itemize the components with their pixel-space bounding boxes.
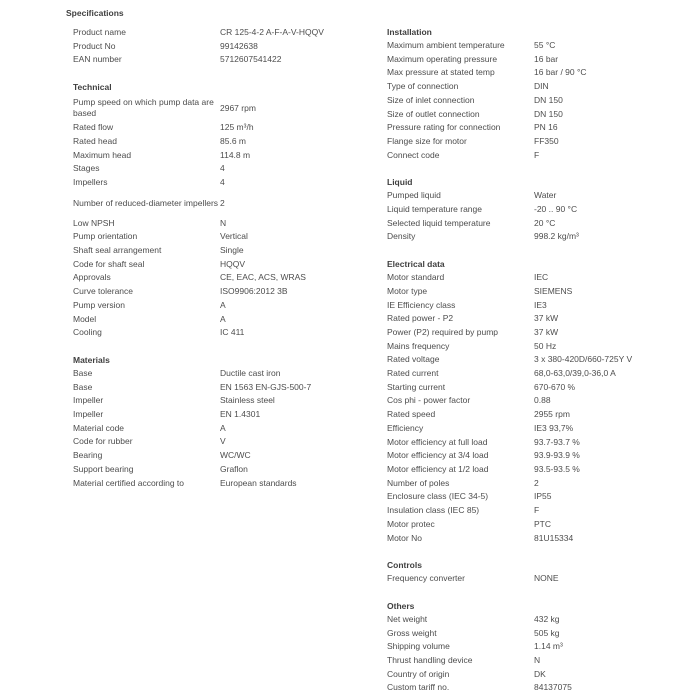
- right-column: [387, 25, 687, 695]
- spec-row-product-no: [73, 40, 313, 54]
- spec-value: 68,0-63,0/39,0-36,0 A: [534, 368, 616, 379]
- spec-value: 4: [220, 163, 225, 174]
- spec-label: Impellers: [73, 176, 108, 187]
- spec-row-motor-efficiency-at-full-load: [387, 436, 687, 450]
- spec-row-shipping-volume: [387, 640, 687, 654]
- spec-row-pressure-rating-for-connection: [387, 121, 687, 135]
- spec-value: 37 kW: [534, 326, 559, 337]
- spec-row-cooling: [73, 326, 313, 340]
- spec-value: Graflon: [220, 463, 248, 474]
- spec-label: Flange size for motor: [387, 135, 467, 146]
- spec-value: PN 16: [534, 122, 558, 133]
- spec-label: Liquid temperature range: [387, 204, 482, 215]
- spec-label: Motor protec: [387, 518, 435, 529]
- spec-row-pumped-liquid: [387, 189, 687, 203]
- spec-value: 55 °C: [534, 40, 556, 50]
- section-gap: [387, 586, 687, 599]
- spec-row-pump-version: [73, 299, 313, 313]
- spec-value-link[interactable]: 81U15334: [534, 532, 574, 543]
- spec-value: 20 °C: [534, 217, 556, 228]
- spec-row-rated-head: [73, 135, 313, 149]
- section-title: Installation: [387, 27, 432, 37]
- spec-label: Efficiency: [387, 422, 424, 433]
- spec-value: IE3: [534, 299, 547, 310]
- section-gap: [73, 340, 313, 353]
- spec-row-stages: [73, 162, 313, 176]
- spec-row-number-of-poles: [387, 477, 687, 491]
- spec-row-custom-tariff-no: [387, 681, 687, 695]
- spec-row-liquid-temperature-range: [387, 203, 687, 217]
- spec-label: Cos phi - power factor: [387, 395, 471, 406]
- spec-value: Ductile cast iron: [220, 367, 281, 378]
- spec-value: 93.7-93.7 %: [534, 436, 580, 447]
- spec-row-net-weight: [387, 613, 687, 627]
- spec-value: HQQV: [220, 258, 246, 269]
- spec-row-base: [73, 367, 313, 381]
- spec-value: 37 kW: [534, 313, 559, 324]
- spec-label: Bearing: [73, 450, 103, 461]
- spec-row-density: [387, 230, 687, 244]
- spec-value: N: [220, 217, 227, 228]
- spec-row-bearing: [73, 449, 313, 463]
- spec-label: Enclosure class (IEC 34-5): [387, 491, 489, 502]
- spec-label: Impeller: [73, 409, 104, 420]
- spec-value: 670-670 %: [534, 381, 576, 392]
- spec-value: DK: [534, 668, 546, 679]
- spec-value: IE3 93,7%: [534, 422, 574, 433]
- spec-row-material-code: [73, 422, 313, 436]
- spec-value: 5712607541422: [220, 54, 282, 65]
- spec-row-product-name: [73, 26, 324, 40]
- spec-value: A: [220, 422, 226, 433]
- spec-row-code-for-shaft-seal: [73, 258, 313, 272]
- spec-value: PTC: [534, 518, 551, 529]
- spec-value: 0.88: [534, 395, 551, 406]
- spec-value: Vertical: [220, 231, 248, 242]
- spec-label: Number of reduced-diameter impellers: [73, 197, 219, 208]
- spec-label: Shaft seal arrangement: [73, 245, 162, 256]
- spec-row-low-npsh: [73, 217, 313, 231]
- spec-value: IP55: [534, 491, 552, 502]
- spec-row-rated-power-p2: [387, 312, 687, 326]
- spec-row-type-of-connection: [387, 80, 687, 94]
- spec-row-insulation-class-iec-85: [387, 504, 687, 518]
- spec-value: EN 1.4301: [220, 409, 261, 420]
- spec-label: Maximum operating pressure: [387, 53, 498, 64]
- section-title: Technical: [73, 82, 112, 93]
- section-others: [387, 599, 687, 695]
- spec-label: Motor standard: [387, 272, 445, 283]
- spec-value: 3 x 380-420D/660-725Y V: [534, 354, 633, 365]
- spec-row-pump-orientation: [73, 230, 313, 244]
- section-gap: [387, 545, 687, 558]
- spec-label: Net weight: [387, 613, 428, 624]
- spec-value: 2955 rpm: [534, 409, 570, 420]
- spec-row-motor-type: [387, 285, 687, 299]
- spec-value: ISO9906:2012 3B: [220, 286, 288, 297]
- spec-row-ie-efficiency-class: [387, 299, 687, 313]
- spec-label: Pump speed on which pump data are based: [73, 97, 214, 118]
- spec-label: Insulation class (IEC 85): [387, 505, 480, 516]
- spec-label: Mains frequency: [387, 340, 450, 351]
- spec-label: Code for shaft seal: [73, 258, 145, 269]
- spec-label: Base: [73, 367, 93, 378]
- spec-row-max-pressure-at-stated-temp: [387, 66, 687, 80]
- spec-label: Frequency converter: [387, 573, 465, 584]
- spec-row-efficiency: [387, 422, 687, 436]
- spec-label: Selected liquid temperature: [387, 217, 491, 228]
- spec-row-maximum-ambient-temperature: [387, 39, 687, 53]
- spec-label: Type of connection: [387, 81, 459, 92]
- spec-label: Model: [73, 313, 97, 324]
- spec-row-thrust-handling-device: [387, 654, 687, 668]
- spec-row-model: [73, 313, 313, 327]
- spec-row-power-p2-required-by-pump: [387, 326, 687, 340]
- spec-row-maximum-head: [73, 149, 313, 163]
- spec-label: Material certified according to: [73, 477, 185, 488]
- spec-row-connect-code: [387, 149, 687, 163]
- spec-label: Starting current: [387, 381, 446, 392]
- spec-label: Rated voltage: [387, 354, 440, 365]
- spec-label: Connect code: [387, 149, 440, 160]
- spec-row-impeller: [73, 408, 313, 422]
- spec-row-impellers: [73, 176, 313, 190]
- spec-value: Stainless steel: [220, 395, 275, 406]
- spec-label: Maximum ambient temperature: [387, 40, 505, 50]
- spec-value: 125 m³/h: [220, 122, 254, 133]
- spec-label: Maximum head: [73, 149, 132, 160]
- spec-row-base: [73, 381, 313, 395]
- spec-label: Approvals: [73, 272, 111, 283]
- spec-value: F: [534, 149, 540, 160]
- spec-row-rated-current: [387, 367, 687, 381]
- spec-label: Rated flow: [73, 122, 114, 133]
- spec-value: IC 411: [220, 327, 245, 338]
- spec-value: 432 kg: [534, 613, 560, 624]
- spec-value: A: [220, 299, 226, 310]
- spec-value: 998.2 kg/m³: [534, 231, 579, 242]
- spec-row-rated-voltage: [387, 353, 687, 367]
- spec-value: IEC: [534, 272, 549, 283]
- spec-label: Support bearing: [73, 463, 134, 474]
- spec-label: Pumped liquid: [387, 190, 441, 201]
- spec-value: -20 .. 90 °C: [534, 204, 578, 215]
- spec-row-country-of-origin: [387, 668, 687, 682]
- section-electrical-data: [387, 257, 687, 545]
- spec-label: Gross weight: [387, 627, 437, 638]
- page-title: Specifications: [66, 8, 124, 18]
- spec-value: 2967 rpm: [220, 102, 256, 113]
- spec-value: 2: [220, 198, 225, 209]
- section-installation: [387, 25, 687, 162]
- spec-value: 1.14 m³: [534, 641, 563, 652]
- spec-value: 16 bar: [534, 53, 559, 64]
- spec-value: European standards: [220, 477, 297, 488]
- spec-value: NONE: [534, 573, 559, 584]
- spec-row-mains-frequency: [387, 340, 687, 354]
- spec-label: EAN number: [73, 54, 122, 65]
- spec-value: DN 150: [534, 108, 563, 119]
- spec-label: Motor type: [387, 285, 428, 296]
- spec-value: WC/WC: [220, 450, 251, 461]
- spec-value: 93.5-93.5 %: [534, 463, 580, 474]
- spec-value: 16 bar / 90 °C: [534, 67, 587, 78]
- spec-value: 85.6 m: [220, 135, 246, 146]
- spec-label: Power (P2) required by pump: [387, 326, 499, 337]
- section-title: Liquid: [387, 177, 413, 188]
- spec-label: Base: [73, 381, 93, 392]
- spec-label: Max pressure at stated temp: [387, 67, 495, 78]
- spec-value: 50 Hz: [534, 340, 557, 351]
- spec-row-shaft-seal-arrangement: [73, 244, 313, 258]
- spec-row-rated-flow: [73, 121, 313, 135]
- spec-label: Motor efficiency at 3/4 load: [387, 450, 489, 461]
- spec-value: CE, EAC, ACS, WRAS: [220, 272, 306, 283]
- spec-row-motor-standard: [387, 271, 687, 285]
- spec-label: Motor efficiency at 1/2 load: [387, 463, 489, 474]
- spec-label: Impeller: [73, 395, 104, 406]
- left-column: [73, 26, 324, 490]
- spec-row-cos-phi-power-factor: [387, 394, 687, 408]
- spec-label: Product name: [73, 27, 126, 37]
- section-controls: [387, 558, 687, 586]
- section-materials: [73, 353, 313, 490]
- spec-row-enclosure-class-iec-34-5: [387, 490, 687, 504]
- spec-row-approvals: [73, 271, 313, 285]
- section-title: Controls: [387, 560, 422, 571]
- spec-value: 84137075: [534, 682, 572, 693]
- spec-row-ean-number: [73, 53, 313, 67]
- spec-label: Pump version: [73, 299, 125, 310]
- spec-row-gross-weight: [387, 627, 687, 641]
- spec-row-selected-liquid-temperature: [387, 217, 687, 231]
- spec-row-maximum-operating-pressure: [387, 53, 687, 67]
- section-title: Others: [387, 600, 415, 611]
- spec-label: Custom tariff no.: [387, 682, 450, 693]
- spec-label: Low NPSH: [73, 217, 115, 228]
- spec-row-code-for-rubber: [73, 435, 313, 449]
- spec-row-motor-efficiency-at-3-4-load: [387, 449, 687, 463]
- section-gap: [73, 67, 313, 80]
- spec-label: Motor efficiency at full load: [387, 436, 488, 447]
- spec-label: Rated head: [73, 135, 117, 146]
- spec-value: V: [220, 436, 226, 447]
- spec-row-flange-size-for-motor: [387, 135, 687, 149]
- section-technical: [73, 80, 313, 340]
- spec-value: 114.8 m: [220, 149, 251, 160]
- spec-row-support-bearing: [73, 463, 313, 477]
- section-product: [73, 26, 324, 67]
- spec-label: Rated speed: [387, 409, 436, 420]
- spec-value: DN 150: [534, 94, 563, 105]
- spec-value: F: [534, 505, 540, 516]
- spec-label: Code for rubber: [73, 436, 133, 447]
- spec-value: EN 1563 EN-GJS-500-7: [220, 381, 312, 392]
- spec-row-size-of-inlet-connection: [387, 94, 687, 108]
- spec-label: Country of origin: [387, 668, 450, 679]
- spec-value: 99142638: [220, 40, 258, 51]
- spec-row-curve-tolerance: [73, 285, 313, 299]
- section-gap: [387, 244, 687, 257]
- spec-label: IE Efficiency class: [387, 299, 456, 310]
- spec-label: Product No: [73, 40, 116, 51]
- section-title: Electrical data: [387, 259, 445, 270]
- spec-value: 2: [534, 477, 539, 488]
- spec-label: Rated current: [387, 368, 439, 379]
- spec-label: Size of inlet connection: [387, 94, 475, 105]
- spec-row-rated-speed: [387, 408, 687, 422]
- spec-value: DIN: [534, 81, 549, 92]
- spec-value: SIEMENS: [534, 285, 573, 296]
- spec-label: Curve tolerance: [73, 286, 134, 297]
- spec-value: 4: [220, 176, 225, 187]
- section-liquid: [387, 175, 687, 244]
- spec-label: Shipping volume: [387, 641, 450, 652]
- spec-label: Density: [387, 231, 416, 242]
- spec-label: Pump orientation: [73, 231, 138, 242]
- spec-value: FF350: [534, 135, 559, 146]
- spec-label: Number of poles: [387, 477, 450, 488]
- spec-value: A: [220, 313, 226, 324]
- spec-row-motor-no: [387, 532, 687, 546]
- spec-value: Single: [220, 245, 244, 256]
- spec-label: Stages: [73, 163, 100, 174]
- spec-row-frequency-converter: [387, 572, 687, 586]
- spec-value: 505 kg: [534, 627, 560, 638]
- spec-row-number-of-reduced-diameter-impellers: [73, 190, 313, 217]
- spec-value: N: [534, 655, 541, 666]
- spec-value: CR 125-4-2 A-F-A-V-HQQV: [220, 27, 324, 37]
- spec-row-motor-efficiency-at-1-2-load: [387, 463, 687, 477]
- spec-value: 93.9-93.9 %: [534, 450, 580, 461]
- spec-label: Thrust handling device: [387, 655, 473, 666]
- spec-label: Pressure rating for connection: [387, 122, 501, 133]
- spec-row-impeller: [73, 394, 313, 408]
- spec-value: Water: [534, 190, 557, 201]
- spec-label: Cooling: [73, 327, 102, 338]
- spec-label: Material code: [73, 422, 125, 433]
- section-title: Materials: [73, 354, 110, 365]
- spec-row-pump-speed-on-which-pump-data-are-based: [73, 94, 313, 121]
- spec-row-motor-protec: [387, 518, 687, 532]
- spec-label: Motor No: [387, 532, 422, 543]
- spec-row-starting-current: [387, 381, 687, 395]
- spec-row-material-certified-according-to: [73, 477, 313, 491]
- section-gap: [387, 162, 687, 175]
- spec-row-size-of-outlet-connection: [387, 108, 687, 122]
- spec-label: Rated power - P2: [387, 313, 454, 324]
- spec-label: Size of outlet connection: [387, 108, 480, 119]
